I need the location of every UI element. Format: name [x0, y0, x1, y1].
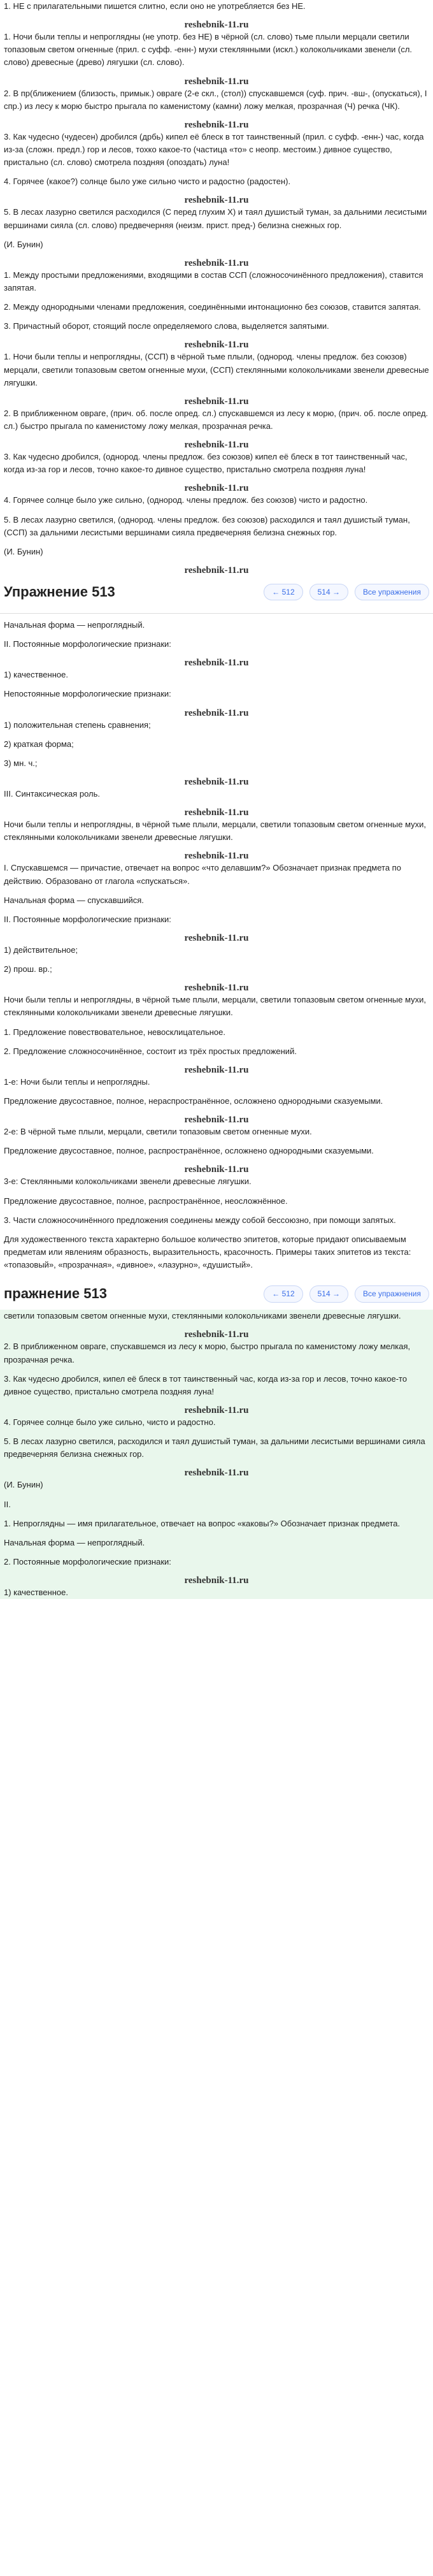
divider	[0, 613, 433, 614]
paragraph: 2. В приближенном овраге, (прич. об. после опред. сл.) спускавшемся из лесу к морю, (прич. об. после опред. сл.) быстро прыгала по каменистому ложу мелкая, прозрачная речка.	[4, 408, 429, 431]
paragraph: Начальная форма — непроглядный.	[4, 620, 145, 630]
paragraph: 3. Причастный оборот, стоящий после определяемого слова, выделяется запятыми.	[4, 321, 329, 331]
exercise-nav-sticky	[0, 1278, 433, 1310]
prev-exercise-button[interactable]: ← 512	[264, 584, 302, 601]
all-exercises-button[interactable]: Все упражнения	[355, 584, 429, 601]
watermark: reshebnik-11.ru	[184, 76, 249, 87]
paragraph: 4. Горячее солнце было уже сильно, чисто и радостно.	[4, 1417, 216, 1428]
watermark: reshebnik-11.ru	[184, 195, 249, 206]
watermark: reshebnik-11.ru	[184, 1575, 249, 1586]
paragraph: 1) положительная степень сравнения;	[4, 720, 151, 730]
paragraph: Предложение двусоставное, полное, распространённое, осложнено однородными сказуемыми.	[4, 1146, 374, 1156]
paragraph: 3. Как чудесно дробился, (однород. члены предлож. без союзов) кипел её блеск в тот таинственный час, когда из-за гор и лесов, точно какое-то дивное существо, пристально смотрела поздняя луна!	[4, 452, 408, 475]
paragraph: 4. Горячее солнце было уже сильно, (однород. члены предлож. без союзов) чисто и радостно.	[4, 495, 368, 505]
paragraph: 2. В приближенном овраге, спускавшемся из лесу к морю, быстро прыгала по каменистому ложу мелкая, прозрачная речка.	[4, 1342, 411, 1364]
paragraph: 1. Непроглядны — имя прилагательное, отвечает на вопрос «каковы?» Обозначает признак предмета.	[4, 1518, 401, 1528]
bottom-section	[0, 1310, 433, 1599]
paragraph: 2. В пр(ближением (близость, примык.) овраге (2-е скл., (стол)) спускавшемся (суф. прич. -вш-, (опускаться), I спр.) из лесу к морю быстро прыгала по каменистому (камни) ложу мелкая, прозрачная (Ч) речка (ЧК).	[4, 88, 427, 111]
watermark: reshebnik-11.ru	[184, 851, 249, 862]
paragraph: 1. Между простыми предложениями, входящими в состав ССП (сложносочинённого предложения), ставится запятая.	[4, 270, 423, 293]
prev-exercise-button[interactable]: ← 512	[264, 1285, 302, 1303]
paragraph: Начальная форма — непроглядный.	[4, 1537, 145, 1547]
paragraph: 1. НЕ с прилагательными пишется слитно, если оно не употребляется без НЕ.	[4, 1, 306, 11]
paragraph: Ночи были теплы и непроглядны, в чёрной тьме плыли, мерцали, светили топазовым светом огненные мухи, стеклянными колокольчиками звенели древесные лягушки.	[4, 995, 427, 1018]
paragraph: II. Постоянные морфологические признаки:	[4, 914, 171, 924]
paragraph: Предложение двусоставное, полное, нераспространённое, осложнено однородными сказуемыми.	[4, 1096, 383, 1106]
paragraph: 5. В лесах лазурно светился, (однород. члены предлож. без союзов) расходился и таял душистый туман, (ССП) за дальними лесистыми вершинами сияла предвечерняя белизна снежных гор.	[4, 514, 410, 537]
all-exercises-button[interactable]: Все упражнения	[355, 1285, 429, 1303]
watermark: reshebnik-11.ru	[184, 707, 249, 718]
watermark: reshebnik-11.ru	[184, 933, 249, 943]
watermark: reshebnik-11.ru	[184, 807, 249, 818]
next-exercise-button[interactable]: 514 →	[309, 1285, 348, 1303]
watermark: reshebnik-11.ru	[184, 1164, 249, 1175]
paragraph: I. Спускавшемся — причастие, отвечает на вопрос «что делавшим?» Обозначает признак предмета по действию. Образовано от глагола «спускаться».	[4, 863, 401, 886]
watermark: reshebnik-11.ru	[184, 119, 249, 130]
paragraph: 1) качественное.	[4, 1588, 68, 1598]
paragraph: 3) мн. ч.;	[4, 758, 38, 768]
watermark: reshebnik-11.ru	[184, 983, 249, 994]
watermark: reshebnik-11.ru	[184, 1115, 249, 1125]
paragraph: Для художественного текста характерно большое количество эпитетов, которые придают описываемым предметам или явлениям образность, выразительность, красочность. Примеры таких эпитетов из текста: «топазовый», «прозрачная», «дивное», «лазурно», «душистый».	[4, 1234, 411, 1270]
watermark: reshebnik-11.ru	[184, 1064, 249, 1075]
paragraph: Начальная форма — спускавшийся.	[4, 895, 144, 905]
paragraph: 5. В лесах лазурно светился, расходился и таял душистый туман, за дальними лесистыми вершинами сияла предвечерняя белизна снежных гор.	[4, 1436, 425, 1459]
watermark: reshebnik-11.ru	[184, 658, 249, 669]
paragraph: 1. Предложение повествовательное, невосклицательное.	[4, 1027, 226, 1037]
top-section	[0, 0, 433, 576]
paragraph: Предложение двусоставное, полное, распространённое, неосложнённое.	[4, 1196, 288, 1206]
paragraph: II.	[4, 1499, 11, 1509]
paragraph: 3. Как чудесно (чудесен) дробился (дрбь) кипел её блеск в тот таинственный (прил. с суфф. -енн-) час, когда из-за (сложн. предл.) гор и лесов, тохко какое-то (частица «то» с неопр. местоим.) дивное существо, пристально (сл. слово) смотрела поздняя (опоздать) луна!	[4, 131, 424, 168]
watermark: reshebnik-11.ru	[184, 1468, 249, 1479]
paragraph: 3. Части сложносочинённого предложения соединены между собой бессоюзно, при помощи запятых.	[4, 1215, 396, 1225]
exercise-title: Упражнение 513	[4, 583, 115, 600]
watermark: reshebnik-11.ru	[184, 1329, 249, 1340]
paragraph: 2. Предложение сложносочинённое, состоит из трёх простых предложений.	[4, 1046, 297, 1056]
paragraph: 4. Горячее (какое?) солнце было уже сильно чисто и радостно (радостен).	[4, 177, 291, 187]
watermark: reshebnik-11.ru	[184, 483, 249, 494]
paragraph: 2. Между однородными членами предложения, соединёнными интонационно без союзов, ставится запятая.	[4, 302, 421, 312]
paragraph: 2) краткая форма;	[4, 739, 74, 749]
next-exercise-button[interactable]: 514 →	[309, 584, 348, 601]
watermark: reshebnik-11.ru	[184, 396, 249, 407]
author: (И. Бунин)	[4, 239, 43, 249]
paragraph: III. Синтаксическая роль.	[4, 789, 101, 799]
paragraph: II. Постоянные морфологические признаки:	[4, 639, 171, 649]
watermark: reshebnik-11.ru	[184, 565, 249, 575]
watermark: reshebnik-11.ru	[184, 1405, 249, 1416]
watermark: reshebnik-11.ru	[184, 777, 249, 788]
watermark: reshebnik-11.ru	[184, 440, 249, 451]
paragraph: 2-е: В чёрной тьме плыли, мерцали, светили топазовым светом огненные мухи.	[4, 1127, 312, 1137]
watermark: reshebnik-11.ru	[184, 340, 249, 351]
middle-section	[0, 619, 433, 1271]
paragraph: 2) прош. вр.;	[4, 964, 52, 974]
exercise-nav	[0, 576, 433, 608]
paragraph: 1. Ночи были теплы и непроглядны, (ССП) в чёрной тьме плыли, (однород. члены предлож. без союзов) мерцали, светили топазовым светом огненные мухи, (ССП) стеклянными колокольчиками звенели древесные лягушки.	[4, 352, 429, 387]
paragraph: светили топазовым светом огненные мухи, стеклянными колокольчиками звенели древесные лягушки.	[4, 1311, 401, 1321]
paragraph: Непостоянные морфологические признаки:	[4, 689, 171, 699]
paragraph: Ночи были теплы и непроглядны, в чёрной тьме плыли, мерцали, светили топазовым светом огненные мухи, стеклянными колокольчиками звенели древесные лягушки.	[4, 820, 427, 843]
paragraph: 1. Ночи были теплы и непроглядны (не употр. без НЕ) в чёрной (сл. слово) тьме плыли мерцали светили топазовым светом огненные (прил. с суфф. -енн-) мухи стеклянными (искл.) колокольчиками звенели (сл. слово) древесные (древо) лягушки (сл. слово).	[4, 32, 413, 68]
paragraph: 1) действительное;	[4, 945, 78, 955]
author: (И. Бунин)	[4, 1480, 43, 1490]
author: (И. Бунин)	[4, 546, 43, 556]
exercise-title: пражнение 513	[4, 1285, 107, 1302]
paragraph: 1-е: Ночи были теплы и непроглядны.	[4, 1076, 150, 1087]
paragraph: 5. В лесах лазурно светился расходился (С перед глухим Х) и таял душистый туман, за дальними лесистыми вершинами сияла (сл. слово) предвечерняя (неизм. прист. пред-) белизна снежных гор.	[4, 207, 427, 230]
watermark: reshebnik-11.ru	[184, 257, 249, 268]
paragraph: 3. Как чудесно дробился, кипел её блеск в тот таинственный час, когда из-за гор и лесов, точно какое-то дивное существо, пристально смотрела поздняя луна!	[4, 1373, 408, 1396]
watermark: reshebnik-11.ru	[184, 20, 249, 31]
paragraph: 2. Постоянные морфологические признаки:	[4, 1557, 171, 1567]
paragraph: 1) качественное.	[4, 670, 68, 680]
paragraph: 3-е: Стеклянными колокольчиками звенели древесные лягушки.	[4, 1176, 252, 1187]
